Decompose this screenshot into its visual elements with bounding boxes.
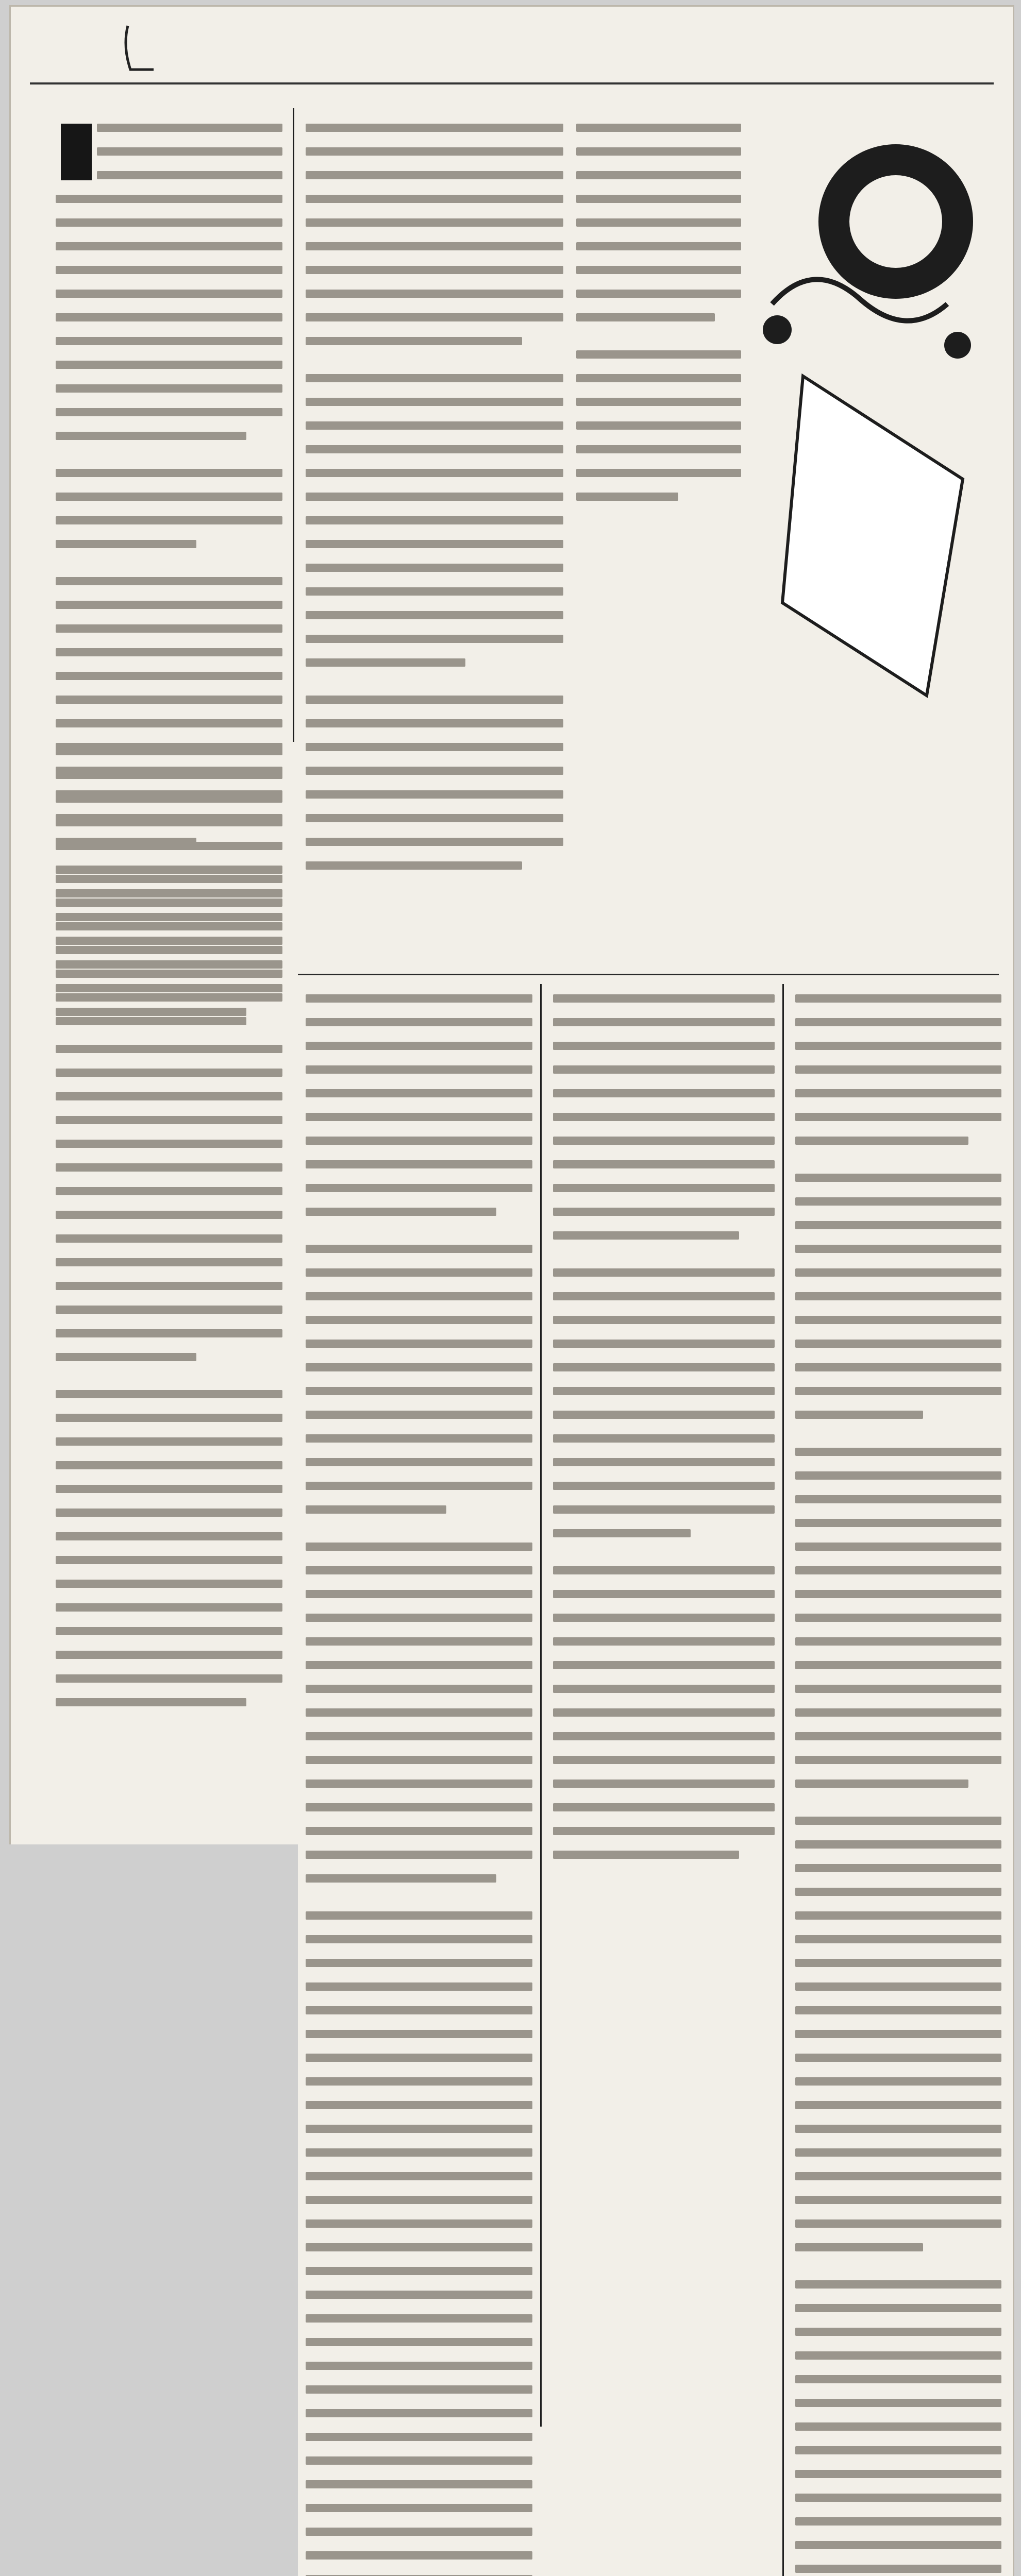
newspaper-page — [9, 5, 1014, 2576]
column-1-bottom — [56, 747, 282, 1722]
headline-rule — [298, 974, 999, 975]
column-3-top — [576, 124, 741, 516]
may-day-emblem — [741, 88, 999, 706]
article-headline — [288, 747, 999, 963]
scribble-mark-icon — [118, 21, 164, 77]
column-rule-3 — [782, 984, 784, 2576]
column-rule-1 — [293, 108, 294, 742]
header-rule — [30, 82, 994, 84]
column-4 — [795, 994, 1001, 2576]
column-3-bottom — [553, 994, 775, 1874]
page-number — [973, 31, 994, 62]
column-rule-2 — [540, 984, 542, 2427]
cut-out-area — [9, 1844, 298, 2576]
column-2-bottom — [306, 994, 532, 2576]
